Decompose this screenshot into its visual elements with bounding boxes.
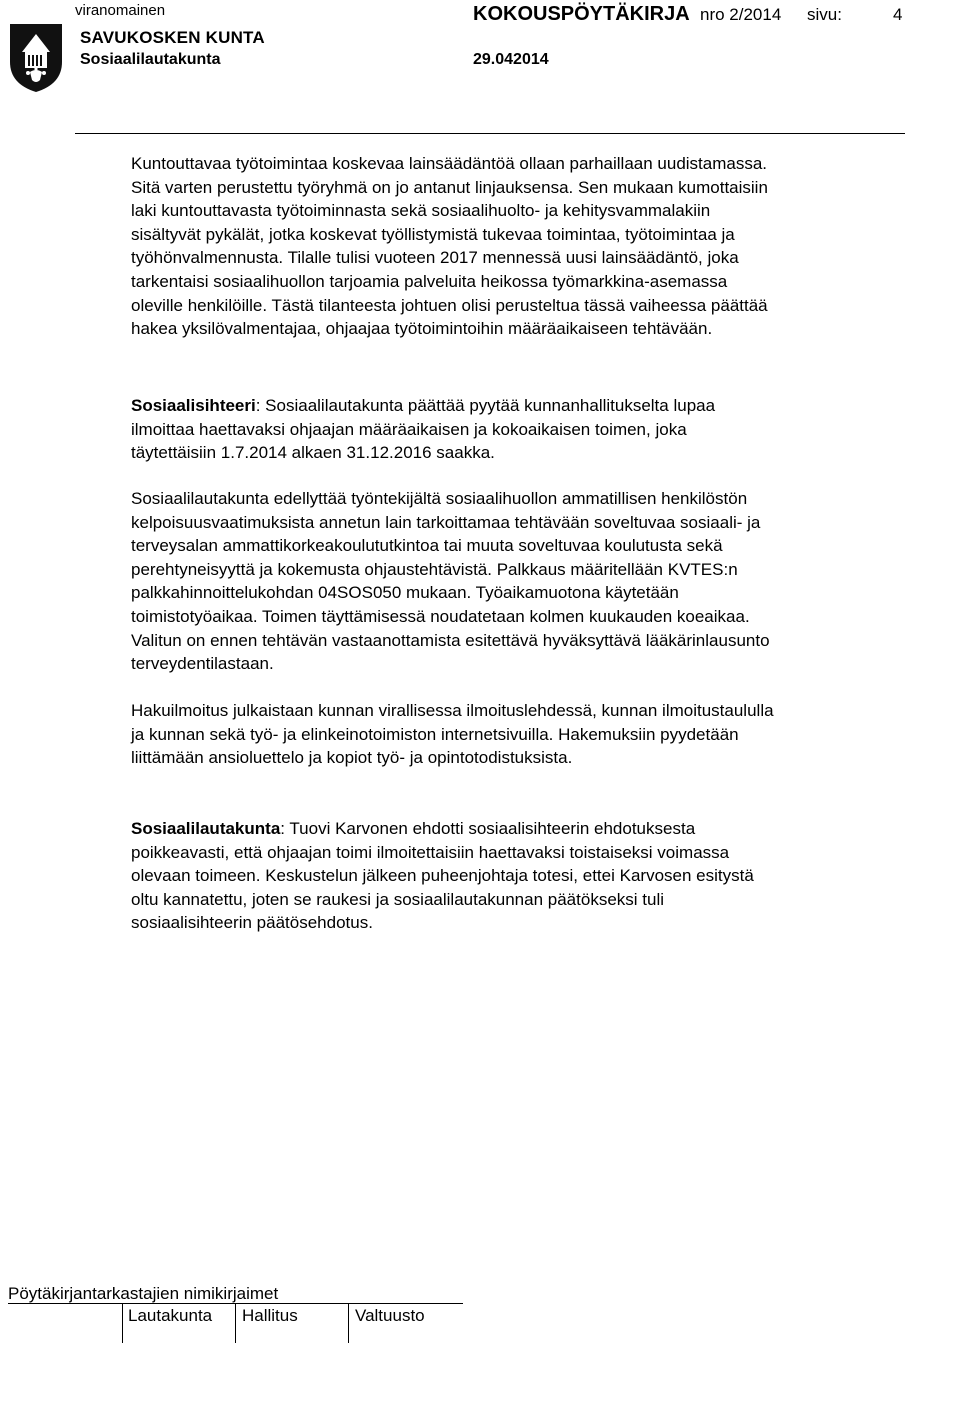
header-divider [75,133,905,134]
inspectors-initials-title: Pöytäkirjantarkastajien nimikirjaimet [8,1284,279,1303]
document-title: KOKOUSPÖYTÄKIRJA [473,3,690,25]
text-line: Sosiaalilautakunta edellyttää työntekijältä sosiaalihuollon ammatillisen henkilöstön [131,489,748,508]
paragraph-decision [131,817,906,935]
paragraph-requirements [131,487,906,676]
text-line: Valitun on ennen tehtävän vastaanottamista esitettävä hyväksyttävä lääkärinlausunto [131,630,770,650]
text-line: sisältyvät pykälät, jotka koskevat työllistymistä tukevaa toimintaa, työtoimintaa ja [131,224,735,244]
page-number: 4 [893,5,903,24]
paragraph-background [131,152,906,341]
text-line: täytettäisiin 1.7.2014 alkaen 31.12.2016 saakka. [131,443,495,463]
municipality-name: SAVUKOSKEN KUNTA [80,28,265,47]
text-line: oleville henkilöille. Tästä tilanteesta johtuen olisi perusteltua tässä vaiheessa päättää [131,295,768,315]
initials-column-divider [348,1303,349,1343]
text-line: kelpoisuusvaatimuksista annetun lain tarkoittamaa tehtävään soveltuvaa sosiaali- ja [131,512,761,532]
text-line: sosiaalisihteerin päätösehdotus. [131,913,373,933]
text-line: tarkentaisi sosiaalihuollon tarjoamia palveluita heikossa työmarkkina-asemassa [131,271,728,291]
department-name: Sosiaalilautakunta [80,51,221,68]
meeting-date: 29.042014 [473,51,549,68]
text-line: : Tuovi Karvonen ehdotti sosiaalisihteerin ehdotuksesta [280,819,696,838]
page-label: sivu: [807,5,842,24]
text-line: ilmoittaa haettavaksi ohjaajan määräaikaisen ja kokoaikaisen toimen, joka [131,419,687,439]
text-line: perehtyneisyyttä ja kokemusta ohjaustehtävistä. Palkkaus määritellään KVTES:n [131,559,738,579]
text-line: hakea yksilövalmentajaa, ohjaajaa työtoimintoihin määräaikaiseen tehtävään. [131,319,713,339]
proposal-speaker: Sosiaalisihteeri [131,396,256,415]
initials-column-divider [122,1303,123,1343]
text-line: Kuntouttavaa työtoimintaa koskevaa lainsäädäntöä ollaan parhaillaan uudistamassa. [131,154,768,173]
paragraph-announcement [131,699,906,770]
coat-of-arms-icon [8,22,64,94]
initials-column-executive: Hallitus [242,1306,298,1325]
meeting-number: nro 2/2014 [700,5,782,24]
text-line: ja kunnan sekä työ- ja elinkeinotoimiston internetsivuilla. Hakemuksiin pyydetään [131,724,739,744]
document-status: viranomainen [75,2,166,19]
text-line: laki kuntouttavasta työtoiminnasta sekä sosiaalihuolto- ja kehitysvammalakiin [131,201,711,221]
text-line: Hakuilmoitus julkaistaan kunnan virallisessa ilmoituslehdessä, kunnan ilmoitustaululla [131,701,774,720]
text-line: : Sosiaalilautakunta päättää pyytää kunnanhallitukselta lupaa [255,396,716,415]
initials-column-council: Valtuusto [355,1306,425,1325]
text-line: terveydentilastaan. [131,654,274,674]
text-line: olevaan toimeen. Keskustelun jälkeen puheenjohtaja totesi, ettei Karvosen esitystä [131,866,754,886]
text-line: palkkahinnoittelukohdan 04SOS050 mukaan. Työaikamuotona käytetään [131,583,679,603]
text-line: toimistotyöaikaa. Toimen täyttämisessä noudatetaan kolmen kuukauden koeaikaa. [131,606,750,626]
initials-column-board: Lautakunta [128,1306,213,1325]
initials-column-divider [235,1303,236,1343]
decision-speaker: Sosiaalilautakunta [131,819,281,838]
text-line: Sitä varten perustettu työryhmä on jo antanut linjauksensa. Sen mukaan kumottaisiin [131,177,768,197]
text-line: terveysalan ammattikorkeakoulututkintoa tai muuta soveltuvaa koulutusta sekä [131,536,723,556]
text-line: työhönvalmennusta. Tilalle tulisi vuoteen 2017 mennessä uusi lainsäädäntö, joka [131,248,739,268]
paragraph-proposal [131,394,906,465]
text-line: oltu kannatettu, joten se raukesi ja sosiaalilautakunnan päätökseksi tuli [131,889,665,909]
text-line: poikkeavasti, että ohjaajan toimi ilmoitettaisiin haettavaksi toistaiseksi voimassa [131,842,730,862]
text-line: liittämään ansioluettelo ja kopiot työ- ja opintotodistuksista. [131,748,573,768]
